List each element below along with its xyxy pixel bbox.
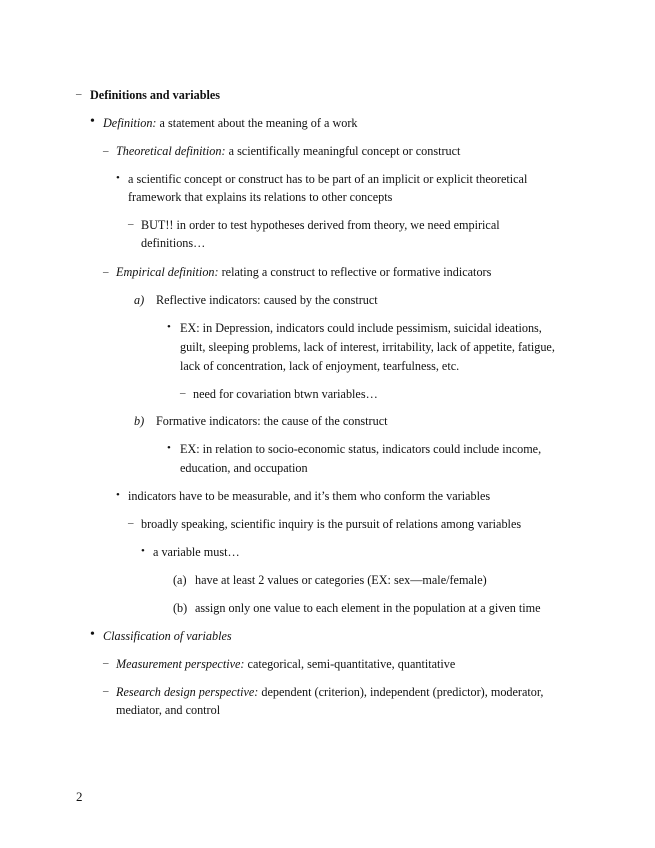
research-text: dependent (criterion), independent (predictor), moderator,	[258, 685, 544, 699]
dash-bullet: –	[103, 266, 109, 278]
dash-bullet: –	[103, 685, 109, 697]
empirical-term: Empirical definition:	[116, 265, 219, 279]
measurement-perspective-line	[116, 655, 455, 673]
measurement-term: Measurement perspective:	[116, 657, 245, 671]
dash-bullet: –	[128, 218, 134, 230]
definition-line	[103, 114, 358, 132]
classification-title: Classification of variables	[103, 629, 232, 643]
list-marker-b: b)	[134, 414, 145, 428]
but-note-line2: definitions…	[141, 236, 206, 250]
small-bullet: •	[141, 545, 145, 557]
inquiry-line: broadly speaking, scientific inquiry is the pursuit of relations among variables	[141, 517, 522, 531]
measurement-text: categorical, semi-quantitative, quantitative	[244, 657, 456, 671]
empirical-definition-line	[116, 263, 491, 281]
small-bullet: •	[167, 321, 171, 333]
formative-indicators-line: Formative indicators: the cause of the construct	[156, 414, 388, 428]
theoretical-text: a scientifically meaningful concept or construct	[225, 144, 461, 158]
theoretical-term: Theoretical definition:	[116, 144, 226, 158]
list-marker-a: a)	[134, 293, 145, 307]
formative-ex-line2: education, and occupation	[180, 461, 308, 475]
must-a-line: have at least 2 values or categories (EX: sex—male/female)	[195, 573, 487, 587]
variable-must-line: a variable must…	[153, 545, 240, 559]
reflective-ex-line2: guilt, sleeping problems, lack of interest, irritability, lack of appetite, fatigue,	[180, 340, 555, 354]
dash-bullet: –	[128, 517, 134, 529]
page-number: 2	[76, 789, 83, 804]
theoretical-note-line2: framework that explains its relations to other concepts	[128, 190, 393, 204]
theoretical-note-line1: a scientific concept or construct has to be part of an implicit or explicit theoretical	[128, 172, 528, 186]
theoretical-definition-line	[116, 142, 460, 160]
section-heading: Definitions and variables	[90, 88, 221, 102]
small-bullet: •	[116, 489, 120, 501]
research-term: Research design perspective:	[116, 685, 259, 699]
reflective-ex-line1: EX: in Depression, indicators could include pessimism, suicidal ideations,	[180, 321, 542, 335]
list-marker-paren-b: (b)	[173, 601, 188, 615]
small-bullet: •	[167, 442, 171, 454]
list-marker-paren-a: (a)	[173, 573, 187, 587]
round-bullet: •	[90, 627, 95, 642]
research-perspective-line	[116, 683, 543, 701]
measurable-line: indicators have to be measurable, and it’s them who conform the variables	[128, 489, 491, 503]
empirical-text: relating a construct to reflective or formative indicators	[218, 265, 492, 279]
research-perspective-line2: mediator, and control	[116, 703, 221, 717]
reflective-ex-line3: lack of concentration, lack of enjoyment, tearfulness, etc.	[180, 359, 460, 373]
must-b-line: assign only one value to each element in the population at a given time	[195, 601, 541, 615]
dash-bullet: –	[180, 387, 186, 399]
definition-text: a statement about the meaning of a work	[156, 116, 358, 130]
dash-bullet: –	[103, 145, 109, 157]
dash-bullet: –	[103, 657, 109, 669]
covariation-line: need for covariation btwn variables…	[193, 387, 378, 401]
reflective-indicators-line: Reflective indicators: caused by the construct	[156, 293, 378, 307]
definition-term: Definition:	[103, 116, 157, 130]
dash-bullet: –	[76, 88, 82, 100]
but-note-line1: BUT!! in order to test hypotheses derived from theory, we need empirical	[141, 218, 500, 232]
formative-ex-line1: EX: in relation to socio-economic status, indicators could include income,	[180, 442, 542, 456]
round-bullet: •	[90, 114, 95, 129]
small-bullet: •	[116, 172, 120, 184]
